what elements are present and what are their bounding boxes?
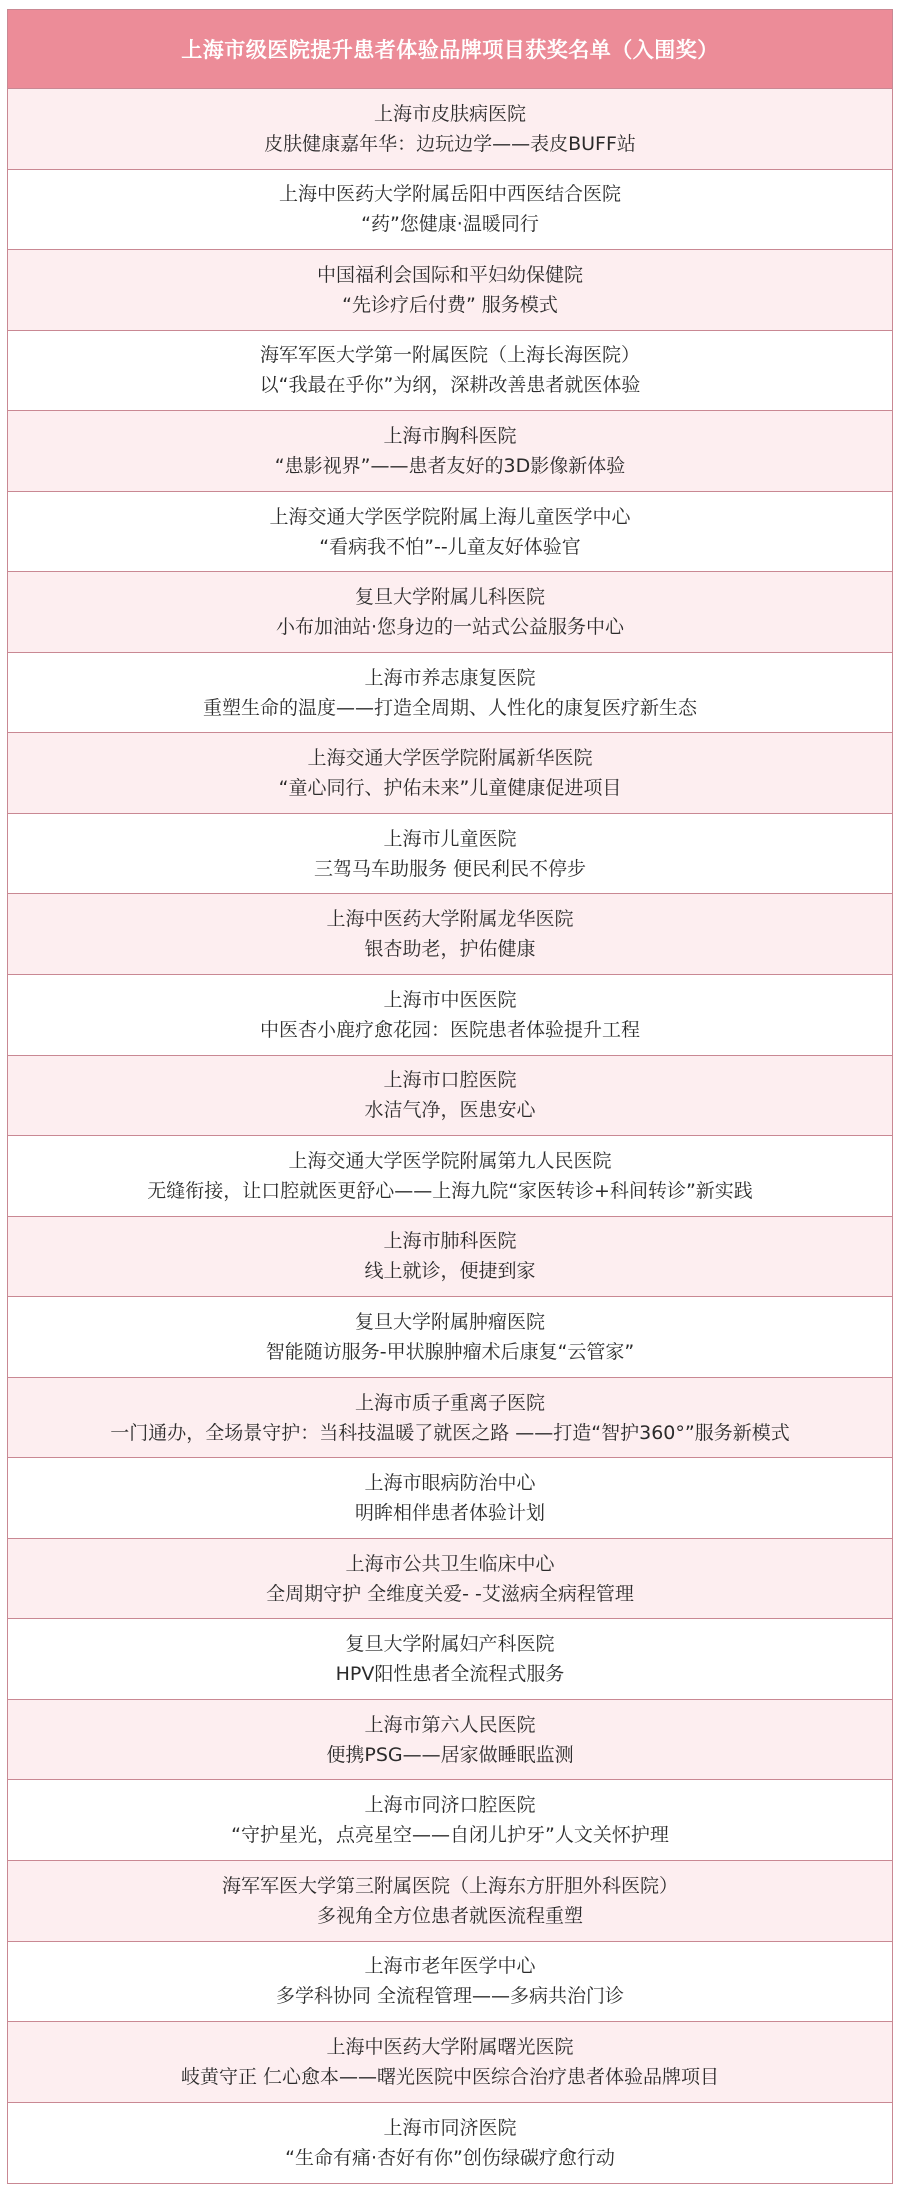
table-row [8, 250, 892, 331]
project-name: 小布加油站·您身边的一站式公益服务中心 [275, 616, 625, 639]
project-name: “先诊疗后付费” 服务模式 [342, 293, 558, 316]
table-row [8, 1539, 892, 1620]
hospital-name: 上海市公共卫生临床中心 [345, 1552, 555, 1575]
hospital-name: 中国福利会国际和平妇幼保健院 [316, 263, 583, 286]
project-name: 多学科协同 全流程管理——多病共治门诊 [275, 1985, 625, 2008]
project-name: 一门通办，全场景守护：当科技温暖了就医之路 ——打造“智护360°”服务新模式 [110, 1421, 790, 1444]
hospital-name: 上海市质子重离子医院 [354, 1391, 545, 1414]
project-name: 中医杏小鹿疗愈花园：医院患者体验提升工程 [259, 1018, 640, 1041]
project-name: 便携PSG——居家做睡眠监测 [326, 1743, 574, 1766]
hospital-name: 上海市口腔医院 [383, 1069, 517, 1092]
hospital-name: 上海中医药大学附属龙华医院 [326, 908, 574, 931]
hospital-name: 上海市同济医院 [383, 2116, 517, 2139]
hospital-name: 复旦大学附属肿瘤医院 [354, 1310, 545, 1333]
table-body [8, 89, 892, 2183]
hospital-name: 复旦大学附属儿科医院 [354, 586, 545, 609]
hospital-name: 上海市中医医院 [383, 988, 517, 1011]
project-name: “生命有痛·杏好有你”创伤绿碳疗愈行动 [285, 2146, 615, 2169]
table-row [8, 1619, 892, 1700]
hospital-name: 上海中医药大学附属曙光医院 [326, 2035, 574, 2058]
project-name: “童心同行、护佑未来”儿童健康促进项目 [278, 777, 622, 800]
table-row [8, 1780, 892, 1861]
table-row [8, 1378, 892, 1459]
project-name: HPV阳性患者全流程式服务 [335, 1663, 565, 1686]
hospital-name: 海军军医大学第一附属医院（上海长海医院） [259, 344, 640, 367]
hospital-name: 上海市老年医学中心 [364, 1955, 536, 1978]
hospital-name: 上海市养志康复医院 [364, 666, 536, 689]
project-name: 全周期守护 全维度关爱- -艾滋病全病程管理 [266, 1582, 634, 1605]
project-name: 银杏助老，护佑健康 [364, 938, 536, 961]
project-name: 线上就诊，便捷到家 [364, 1260, 536, 1283]
table-row [8, 894, 892, 975]
project-name: 三驾马车助服务 便民利民不停步 [313, 857, 587, 880]
table-row [8, 89, 892, 170]
project-name: 智能随访服务-甲状腺肿瘤术后康复“云管家” [265, 1340, 635, 1363]
table-row [8, 170, 892, 251]
table-row [8, 814, 892, 895]
hospital-name: 上海市儿童医院 [383, 827, 517, 850]
table-header [8, 10, 892, 89]
hospital-name: 上海市第六人民医院 [364, 1713, 536, 1736]
hospital-name: 海军军医大学第三附属医院（上海东方肝胆外科医院） [221, 1874, 678, 1897]
table-row [8, 1136, 892, 1217]
table-row [8, 1297, 892, 1378]
project-name: 重塑生命的温度——打造全周期、人性化的康复医疗新生态 [202, 696, 697, 719]
table-row [8, 572, 892, 653]
hospital-name: 上海交通大学医学院附属上海儿童医学中心 [269, 505, 631, 528]
table-row [8, 1056, 892, 1137]
project-name: “看病我不怕”--儿童友好体验官 [319, 535, 581, 558]
project-name: 水洁气净，医患安心 [364, 1099, 536, 1122]
project-name: 以“我最在乎你”为纲，深耕改善患者就医体验 [259, 374, 641, 397]
project-name: 多视角全方位患者就医流程重塑 [316, 1904, 583, 1927]
project-name: “患影视界”——患者友好的3D影像新体验 [274, 454, 626, 477]
project-name: 岐黄守正 仁心愈本——曙光医院中医综合治疗患者体验品牌项目 [180, 2065, 720, 2088]
project-name: 皮肤健康嘉年华：边玩边学——表皮BUFF站 [264, 132, 636, 155]
hospital-name: 上海中医药大学附属岳阳中西医结合医院 [278, 183, 621, 206]
table-row [8, 975, 892, 1056]
table-row [8, 1217, 892, 1298]
table-row [8, 1458, 892, 1539]
table-row [8, 492, 892, 573]
hospital-name: 上海市同济口腔医院 [364, 1794, 536, 1817]
hospital-name: 复旦大学附属妇产科医院 [345, 1633, 555, 1656]
table-row [8, 1942, 892, 2023]
table-row [8, 733, 892, 814]
table-row [8, 1700, 892, 1781]
hospital-name: 上海交通大学医学院附属新华医院 [307, 747, 593, 770]
table-row [8, 411, 892, 492]
table-row [8, 653, 892, 734]
table-row [8, 2103, 892, 2184]
hospital-name: 上海市皮肤病医院 [373, 102, 526, 125]
hospital-name: 上海市胸科医院 [383, 424, 517, 447]
awards-table [7, 9, 893, 2184]
table-row [8, 1861, 892, 1942]
table-row [8, 2022, 892, 2103]
project-name: 无缝衔接，让口腔就医更舒心——上海九院“家医转诊+科间转诊”新实践 [147, 1179, 753, 1202]
project-name: “守护星光，点亮星空——自闭儿护牙”人文关怀护理 [231, 1824, 669, 1847]
hospital-name: 上海市肺科医院 [383, 1230, 517, 1253]
project-name: 明眸相伴患者体验计划 [354, 1502, 545, 1525]
hospital-name: 上海交通大学医学院附属第九人民医院 [288, 1149, 612, 1172]
hospital-name: 上海市眼病防治中心 [364, 1472, 536, 1495]
page-title: 上海市级医院提升患者体验品牌项目获奖名单（入围奖） [181, 38, 719, 62]
project-name: “药”您健康·温暖同行 [361, 213, 539, 236]
table-row [8, 331, 892, 412]
